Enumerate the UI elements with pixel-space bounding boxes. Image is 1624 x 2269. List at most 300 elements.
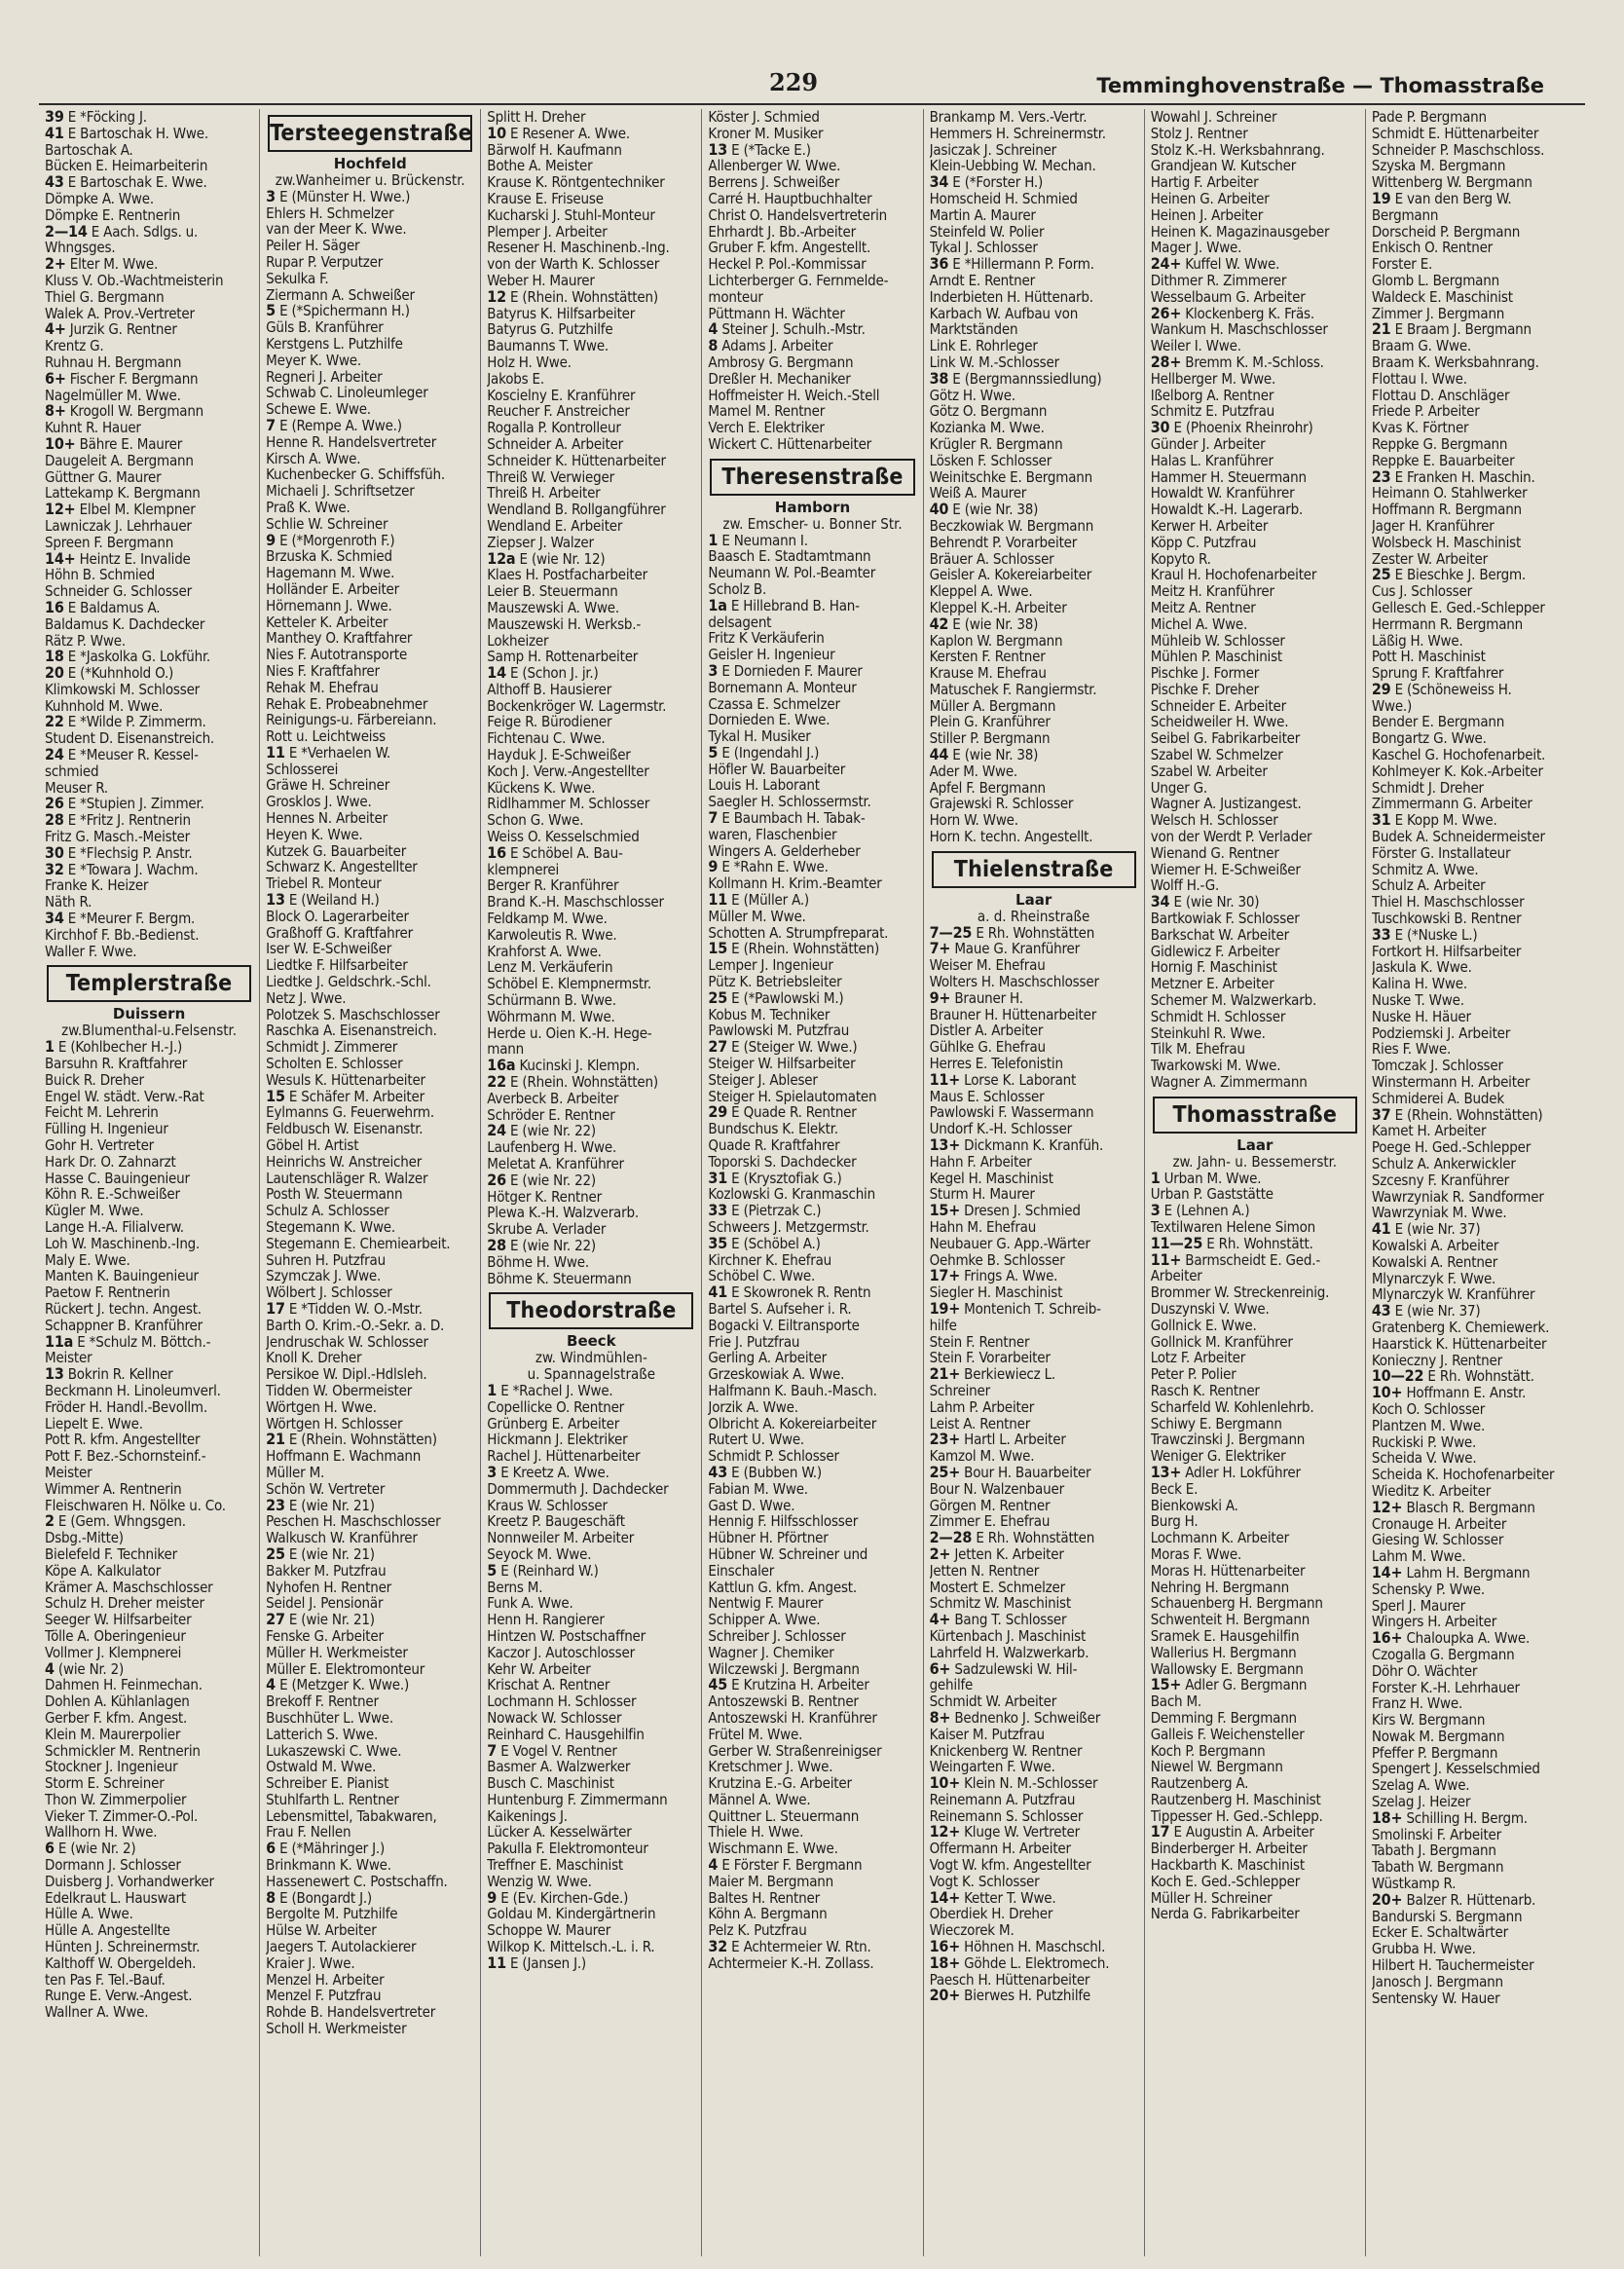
house-number: 17+: [929, 1268, 961, 1285]
directory-entry: [487, 1156, 695, 1172]
directory-entry: [1151, 682, 1359, 698]
directory-entry: [266, 1661, 474, 1678]
resident-text: Paetow F. Rentnerin: [45, 1284, 170, 1301]
directory-entry: [1151, 1595, 1359, 1612]
directory-entry: [487, 1189, 695, 1206]
resident-text: Hammer H. Steuermann: [1150, 468, 1307, 486]
directory-entry: [1151, 1252, 1359, 1269]
resident-text: Näth R.: [45, 894, 92, 911]
resident-text: E *Meurer F. Bergm.: [67, 911, 196, 927]
directory-entry: [45, 371, 253, 388]
resident-text: Wiemer H. E-Schweißer: [1150, 861, 1301, 878]
directory-entry: [1372, 1336, 1581, 1353]
directory-entry: [266, 1972, 474, 1989]
resident-text: Holländer E. Arbeiter: [266, 580, 400, 598]
directory-entry: [266, 1988, 474, 2004]
house-number: 44: [929, 747, 949, 763]
directory-entry: [487, 126, 695, 142]
resident-text: Wimmer A. Rentnerin: [45, 1480, 182, 1498]
street-section-description: zw. Emscher- u. Bonner Str.: [722, 514, 903, 533]
directory-entry: [1372, 1614, 1581, 1630]
directory-entry: [1372, 944, 1581, 960]
directory-entry: [708, 1498, 916, 1514]
resident-text: Köhn A. Bergmann: [708, 1906, 828, 1923]
directory-entry: [1372, 1516, 1581, 1533]
resident-text: Schneider K. Hüttenarbeiter: [487, 452, 666, 469]
directory-entry: [45, 1710, 253, 1727]
directory-entry: [266, 974, 474, 990]
resident-text: Heinen J. Arbeiter: [1150, 206, 1264, 224]
directory-entry: [1372, 371, 1581, 388]
resident-text: Hemmers H. Schreinermstr.: [929, 125, 1106, 142]
directory-entry: [930, 1972, 1138, 1989]
resident-text: Fröder H. Handl.-Bevollm.: [45, 1398, 207, 1416]
directory-entry: [266, 957, 474, 974]
resident-text: (wie Nr. 2): [57, 1660, 125, 1678]
resident-text: Schmiderei A. Budek: [1371, 1090, 1504, 1107]
house-number: 2—14: [45, 223, 88, 241]
directory-entry: [930, 1693, 1138, 1710]
directory-entry: [708, 1137, 916, 1154]
directory-entry: [708, 1039, 916, 1056]
directory-entry: [487, 567, 695, 583]
directory-entry: [487, 240, 695, 256]
directory-entry: [45, 1841, 253, 1857]
resident-text: Sprung F. Kraftfahrer: [1371, 665, 1504, 682]
resident-text: Herres E. Telefonistin: [929, 1056, 1063, 1072]
directory-entry: [1151, 1775, 1359, 1792]
resident-text: Schauenberg H. Bergmann: [1150, 1595, 1323, 1613]
directory-entry: [708, 388, 916, 404]
resident-text: monteur: [708, 288, 763, 306]
resident-text: Urban M. Wwe.: [1163, 1170, 1262, 1187]
resident-text: Gellesch E. Ged.-Schlepper: [1371, 599, 1545, 616]
resident-text: Mühleib W. Schlosser: [1150, 632, 1285, 650]
resident-text: Waldeck E. Maschinist: [1371, 288, 1513, 306]
house-number: 6+: [45, 370, 66, 388]
resident-text: Galleis F. Weichensteller: [1150, 1726, 1305, 1743]
resident-text: Koscielny E. Kranführer: [487, 387, 636, 404]
directory-entry: [1151, 1743, 1359, 1760]
resident-text: Konieczny J. Rentner: [1371, 1352, 1502, 1369]
directory-entry: [708, 548, 916, 565]
resident-text: Hintzen W. Postschaffner: [487, 1627, 646, 1645]
directory-entry: [930, 1023, 1138, 1039]
directory-entry: [708, 289, 916, 306]
resident-text: Batyrus K. Hilfsarbeiter: [487, 305, 636, 322]
resident-text: Wischmann E. Wwe.: [708, 1841, 838, 1858]
directory-entry: [1372, 1205, 1581, 1221]
directory-entry: [930, 191, 1138, 207]
directory-entry: [487, 1107, 695, 1124]
directory-entry: [930, 583, 1138, 600]
resident-text: Tölle A. Oberingenieur: [45, 1627, 186, 1645]
house-number: 16: [487, 844, 506, 862]
resident-text: Steiger H. Spielautomaten: [708, 1088, 877, 1105]
resident-text: E (Kohlbecher H.-J.): [57, 1039, 183, 1057]
resident-text: Schilling H. Bergm.: [1406, 1809, 1528, 1827]
resident-text: Jasiczak J. Schreiner: [929, 141, 1057, 159]
resident-text: Kucharski J. Stuhl-Monteur: [487, 206, 655, 224]
resident-text: Lahrfeld H. Walzwerkarb.: [929, 1644, 1089, 1661]
resident-text: Schwarz K. Angestellter: [266, 859, 418, 876]
resident-text: Moras F. Wwe.: [1150, 1545, 1242, 1563]
resident-text: Kaschel G. Hochofenarbeit.: [1371, 747, 1546, 763]
resident-text: Hübner H. Pförtner: [708, 1530, 829, 1546]
directory-entry: [708, 1350, 916, 1366]
directory-entry: [930, 436, 1138, 453]
directory-entry: [1372, 1058, 1581, 1074]
directory-entry: [930, 403, 1138, 420]
resident-text: Meitz H. Kranführer: [1150, 583, 1274, 600]
directory-entry: [708, 728, 916, 745]
directory-entry: [45, 1792, 253, 1808]
house-number: 18+: [1371, 1809, 1403, 1827]
directory-entry: [930, 616, 1138, 633]
resident-text: Lebensmittel, Tabakwaren,: [266, 1807, 437, 1825]
directory-entry: [708, 1284, 916, 1301]
house-number: 10: [487, 125, 506, 142]
directory-entry: [708, 712, 916, 728]
resident-text: Brankamp M. Vers.-Vertr.: [929, 109, 1088, 126]
directory-entry: [487, 1661, 695, 1678]
directory-entry: [266, 319, 474, 336]
resident-text: Hülle A. Wwe.: [45, 1906, 133, 1923]
directory-entry: [45, 1154, 253, 1171]
directory-entry: [45, 1301, 253, 1318]
directory-entry: [930, 289, 1138, 306]
resident-text: Hoffmeister H. Weich.-Stell: [708, 387, 880, 404]
resident-text: Frütel M. Wwe.: [708, 1726, 803, 1743]
directory-entry: [266, 287, 474, 304]
resident-text: Schmidt W. Arbeiter: [929, 1693, 1057, 1710]
resident-text: Jaskula K. Wwe.: [1371, 959, 1472, 977]
resident-text: Menzel H. Arbeiter: [266, 1971, 385, 1989]
directory-entry: [266, 1219, 474, 1236]
house-number: 2—28: [929, 1530, 973, 1546]
resident-text: Meister: [45, 1464, 92, 1481]
directory-entry: [930, 1710, 1138, 1727]
directory-entry: [1372, 1467, 1581, 1483]
directory-entry: [487, 796, 695, 812]
house-number: 31: [708, 1170, 728, 1187]
house-number: 24: [487, 1123, 506, 1140]
resident-text: Göbel H. Artist: [266, 1137, 359, 1154]
directory-entry: [1151, 1301, 1359, 1318]
resident-text: Graßhoff G. Kraftfahrer: [266, 924, 413, 942]
resident-text: Czogalla G. Bergmann: [1371, 1646, 1515, 1663]
directory-entry: [930, 273, 1138, 289]
directory-entry: [45, 1546, 253, 1563]
directory-entry: [487, 1808, 695, 1825]
resident-text: Götz O. Bergmann: [929, 403, 1048, 421]
directory-entry: [1372, 992, 1581, 1009]
directory-entry: [1372, 894, 1581, 911]
resident-text: Daugeleit A. Bergmann: [45, 452, 194, 469]
directory-entry: [45, 1677, 253, 1693]
directory-entry: [708, 436, 916, 453]
resident-text: Nies F. Kraftfahrer: [266, 662, 380, 680]
directory-entry: [487, 600, 695, 616]
directory-entry: [1151, 1824, 1359, 1841]
resident-text: Müller H. Schreiner: [1150, 1889, 1273, 1907]
house-number: 9: [266, 532, 276, 549]
directory-entry: [487, 992, 695, 1009]
directory-entry: [708, 1775, 916, 1792]
directory-entry: [1372, 388, 1581, 404]
directory-entry: [708, 1007, 916, 1023]
directory-entry: [930, 1906, 1138, 1922]
resident-text: Grandjean W. Kutscher: [1150, 158, 1297, 175]
directory-entry: [1372, 1221, 1581, 1238]
resident-text: E Bieschke J. Bergm.: [1394, 567, 1526, 584]
resident-text: Podziemski J. Arbeiter: [1371, 1024, 1511, 1042]
resident-text: klempnerei: [487, 861, 559, 878]
resident-text: Reinhard C. Hausgehilfin: [487, 1726, 645, 1743]
resident-text: Dreßler H. Mechaniker: [708, 370, 851, 388]
house-number: 10+: [45, 435, 76, 453]
directory-entry: [708, 1171, 916, 1187]
directory-entry: [1372, 273, 1581, 289]
resident-text: Kirsch A. Wwe.: [266, 450, 361, 467]
resident-text: Dömpke E. Rentnerin: [45, 206, 181, 224]
directory-entry: [930, 1939, 1138, 1955]
resident-text: Schemer M. Walzwerkarb.: [1150, 992, 1317, 1009]
resident-text: E (Münster H. Wwe.): [279, 188, 411, 205]
directory-entry: [487, 256, 695, 273]
resident-text: Bierwes H. Putzhilfe: [964, 1988, 1091, 2005]
resident-text: Dormann J. Schlosser: [45, 1857, 181, 1874]
directory-entry: [1372, 142, 1581, 159]
resident-text: Pischke J. Former: [1150, 665, 1260, 682]
directory-entry: [487, 944, 695, 960]
directory-entry: [1151, 1563, 1359, 1580]
resident-text: Barth O. Krim.-O.-Sekr. a. D.: [266, 1317, 445, 1334]
resident-text: E (Rhein. Wohnstätten): [510, 1074, 658, 1091]
directory-entry: [930, 535, 1138, 551]
resident-text: Undorf K.-H. Schlosser: [929, 1121, 1072, 1138]
directory-entry: [487, 1628, 695, 1645]
resident-text: Plewa K.-H. Walzverarb.: [487, 1205, 639, 1222]
resident-text: Resener H. Maschinenb.-Ing.: [487, 240, 670, 257]
house-number: 13+: [929, 1137, 961, 1154]
resident-text: Rutert U. Wwe.: [708, 1432, 805, 1449]
resident-text: Schappner B. Kranführer: [45, 1317, 203, 1334]
directory-entry: [487, 1139, 695, 1156]
resident-text: Christ O. Handelsvertreterin: [708, 206, 887, 224]
directory-entry: [45, 1334, 253, 1351]
resident-text: E Resener A. Wwe.: [510, 125, 630, 142]
resident-text: E (Reinhard W.): [500, 1562, 599, 1580]
directory-entry: [1151, 927, 1359, 944]
directory-entry: [487, 1041, 695, 1058]
directory-entry: [930, 796, 1138, 812]
resident-text: E (Bergmannssiedlung): [952, 370, 1102, 388]
resident-text: Binderberger H. Arbeiter: [1150, 1841, 1308, 1858]
directory-entry: [1372, 1139, 1581, 1156]
resident-text: Köpe A. Kalkulator: [45, 1562, 162, 1580]
directory-entry: [266, 1416, 474, 1432]
resident-text: E *Verhaelen W.: [288, 744, 391, 762]
resident-text: Bender E. Bergmann: [1371, 714, 1505, 731]
resident-text: E (wie Nr. 38): [952, 747, 1039, 763]
directory-entry: [266, 1759, 474, 1775]
directory-entry: [45, 1203, 253, 1219]
house-number: 15+: [1150, 1677, 1182, 1694]
directory-entry: [45, 142, 253, 159]
resident-text: Steiner J. Schulh.-Mstr.: [721, 321, 866, 339]
resident-text: Niewel W. Bergmann: [1150, 1759, 1283, 1776]
directory-entry: [487, 583, 695, 600]
resident-text: Althoff B. Hausierer: [487, 681, 612, 698]
directory-entry: [1151, 796, 1359, 812]
directory-entry: [708, 1727, 916, 1743]
resident-text: Kalina H. Wwe.: [1371, 976, 1467, 993]
house-number: 8+: [929, 1709, 951, 1727]
resident-text: E *Wilde P. Zimmerm.: [67, 714, 206, 731]
resident-text: delsagent: [708, 614, 772, 631]
resident-text: Krause E. Friseuse: [487, 190, 604, 207]
directory-entry: [1372, 289, 1581, 306]
directory-entry: [708, 957, 916, 974]
resident-text: Liedtke J. Geldschrk.-Schl.: [266, 974, 431, 990]
directory-entry: [45, 1236, 253, 1252]
resident-text: Lichterberger G. Fernmelde-: [708, 272, 889, 289]
house-number: 22: [487, 1074, 506, 1091]
directory-entry: [45, 1513, 253, 1530]
resident-text: Hellberger M. Wwe.: [1150, 370, 1276, 388]
resident-text: Kattlun G. kfm. Angest.: [708, 1579, 857, 1596]
resident-text: Saegler H. Schlossermstr.: [708, 794, 871, 811]
directory-entry: [1151, 1399, 1359, 1416]
directory-entry: [1151, 1530, 1359, 1546]
resident-text: Mauszewski A. Wwe.: [487, 599, 619, 616]
directory-entry: [930, 1039, 1138, 1056]
resident-text: Poege H. Ged.-Schlepper: [1371, 1139, 1532, 1156]
directory-entry: [1372, 763, 1581, 780]
resident-text: Janosch J. Bergmann: [1371, 1973, 1503, 1990]
directory-entry: [1372, 730, 1581, 747]
house-number: 21: [1371, 321, 1391, 339]
directory-entry: [1372, 1123, 1581, 1139]
resident-text: Walkusch W. Kranführer: [266, 1530, 418, 1546]
directory-entry: [930, 567, 1138, 583]
resident-text: Szymczak J. Wwe.: [266, 1268, 382, 1285]
directory-entry: [1372, 959, 1581, 976]
directory-entry: [266, 221, 474, 238]
directory-entry: [266, 466, 474, 483]
resident-text: Mühlen P. Maschinist: [1150, 649, 1283, 666]
resident-text: Lücker A. Kesselwärter: [487, 1824, 632, 1841]
resident-text: E (Ingendahl J.): [721, 744, 820, 762]
directory-entry: [1151, 1792, 1359, 1808]
directory-entry: [266, 581, 474, 598]
resident-text: Urban P. Gaststätte: [1150, 1186, 1273, 1204]
directory-entry: [708, 273, 916, 289]
directory-entry: [708, 1628, 916, 1645]
resident-text: Carré H. Hauptbuchhalter: [708, 190, 872, 207]
house-number: 21: [266, 1432, 285, 1449]
directory-entry: [45, 1661, 253, 1678]
directory-entry: [1151, 649, 1359, 665]
directory-entry: [266, 1350, 474, 1366]
directory-entry: [708, 941, 916, 957]
directory-entry: [487, 1693, 695, 1710]
resident-text: Textilwaren Helene Simon: [1150, 1219, 1316, 1236]
resident-text: Kalthoff W. Obergeldeh.: [45, 1954, 197, 1972]
resident-text: Apfel F. Bergmann: [929, 779, 1046, 797]
directory-entry: [1151, 191, 1359, 207]
house-number: 15: [708, 941, 728, 958]
resident-text: Trawczinski J. Bergmann: [1150, 1432, 1306, 1449]
house-number: 24: [45, 747, 64, 763]
resident-text: Behrendt P. Vorarbeiter: [929, 534, 1078, 551]
resident-text: Tomczak J. Schlosser: [1371, 1058, 1503, 1075]
directory-entry: [708, 827, 916, 843]
resident-text: Lange H.-A. Filialverw.: [45, 1219, 184, 1236]
resident-text: Spreen F. Bergmann: [45, 534, 174, 551]
directory-entry: [708, 256, 916, 273]
directory-entry: [1372, 469, 1581, 486]
directory-entry: [45, 1972, 253, 1989]
resident-text: Schweers J. Metzgermstr.: [708, 1219, 869, 1236]
resident-text: Schwenteit H. Bergmann: [1150, 1612, 1310, 1628]
resident-text: Güls B. Kranführer: [266, 319, 384, 336]
resident-text: Weiler I. Wwe.: [1150, 338, 1241, 354]
resident-text: Duszynski V. Wwe.: [1150, 1300, 1270, 1318]
resident-text: E (Steiger W. Wwe.): [731, 1039, 858, 1057]
resident-text: Müller A. Bergmann: [929, 697, 1056, 715]
resident-text: Hasse C. Bauingenieur: [45, 1170, 190, 1187]
resident-text: Sturm H. Maurer: [929, 1186, 1035, 1204]
resident-text: Scharfeld W. Kohlenlehrb.: [1150, 1398, 1314, 1416]
directory-entry: [487, 1857, 695, 1874]
resident-text: Lautenschläger R. Walzer: [266, 1170, 428, 1187]
directory-entry: [708, 843, 916, 860]
directory-entry: [1372, 1156, 1581, 1172]
directory-entry: [1151, 518, 1359, 535]
directory-entry: [1372, 1254, 1581, 1271]
resident-text: Haarstick K. Hüttenarbeiter: [1371, 1335, 1547, 1353]
house-number: 30: [1150, 420, 1170, 436]
directory-entry: [1151, 126, 1359, 142]
directory-entry: [487, 420, 695, 436]
house-number: 6: [266, 1841, 276, 1858]
resident-text: Weiser M. Ehefrau: [929, 957, 1046, 975]
resident-text: Pawlowski F. Wassermann: [929, 1104, 1094, 1122]
directory-entry: [1372, 109, 1581, 126]
directory-entry: [487, 535, 695, 551]
resident-text: Köpp C. Putzfrau: [1150, 534, 1257, 551]
directory-entry: [45, 469, 253, 486]
directory-entry: [1372, 502, 1581, 518]
resident-text: Gühlke G. Ehefrau: [929, 1039, 1046, 1057]
resident-text: Vieker T. Zimmer-O.-Pol.: [45, 1807, 199, 1825]
resident-text: Kreetz P. Baugeschäft: [487, 1513, 625, 1531]
directory-entry: [487, 1221, 695, 1238]
directory-entry: [1372, 1761, 1581, 1777]
resident-text: Dahmen H. Feinmechan.: [45, 1677, 203, 1694]
directory-entry: [708, 1530, 916, 1546]
directory-entry: [708, 1121, 916, 1137]
directory-entry: [45, 649, 253, 665]
directory-entry: [45, 1759, 253, 1775]
directory-entry: [487, 1074, 695, 1091]
resident-text: Koch P. Bergmann: [1150, 1742, 1266, 1760]
resident-text: Schmickler M. Rentnerin: [45, 1742, 201, 1760]
resident-text: Lenz M. Verkäuferin: [487, 959, 613, 977]
resident-text: Wüstkamp R.: [1371, 1876, 1457, 1892]
